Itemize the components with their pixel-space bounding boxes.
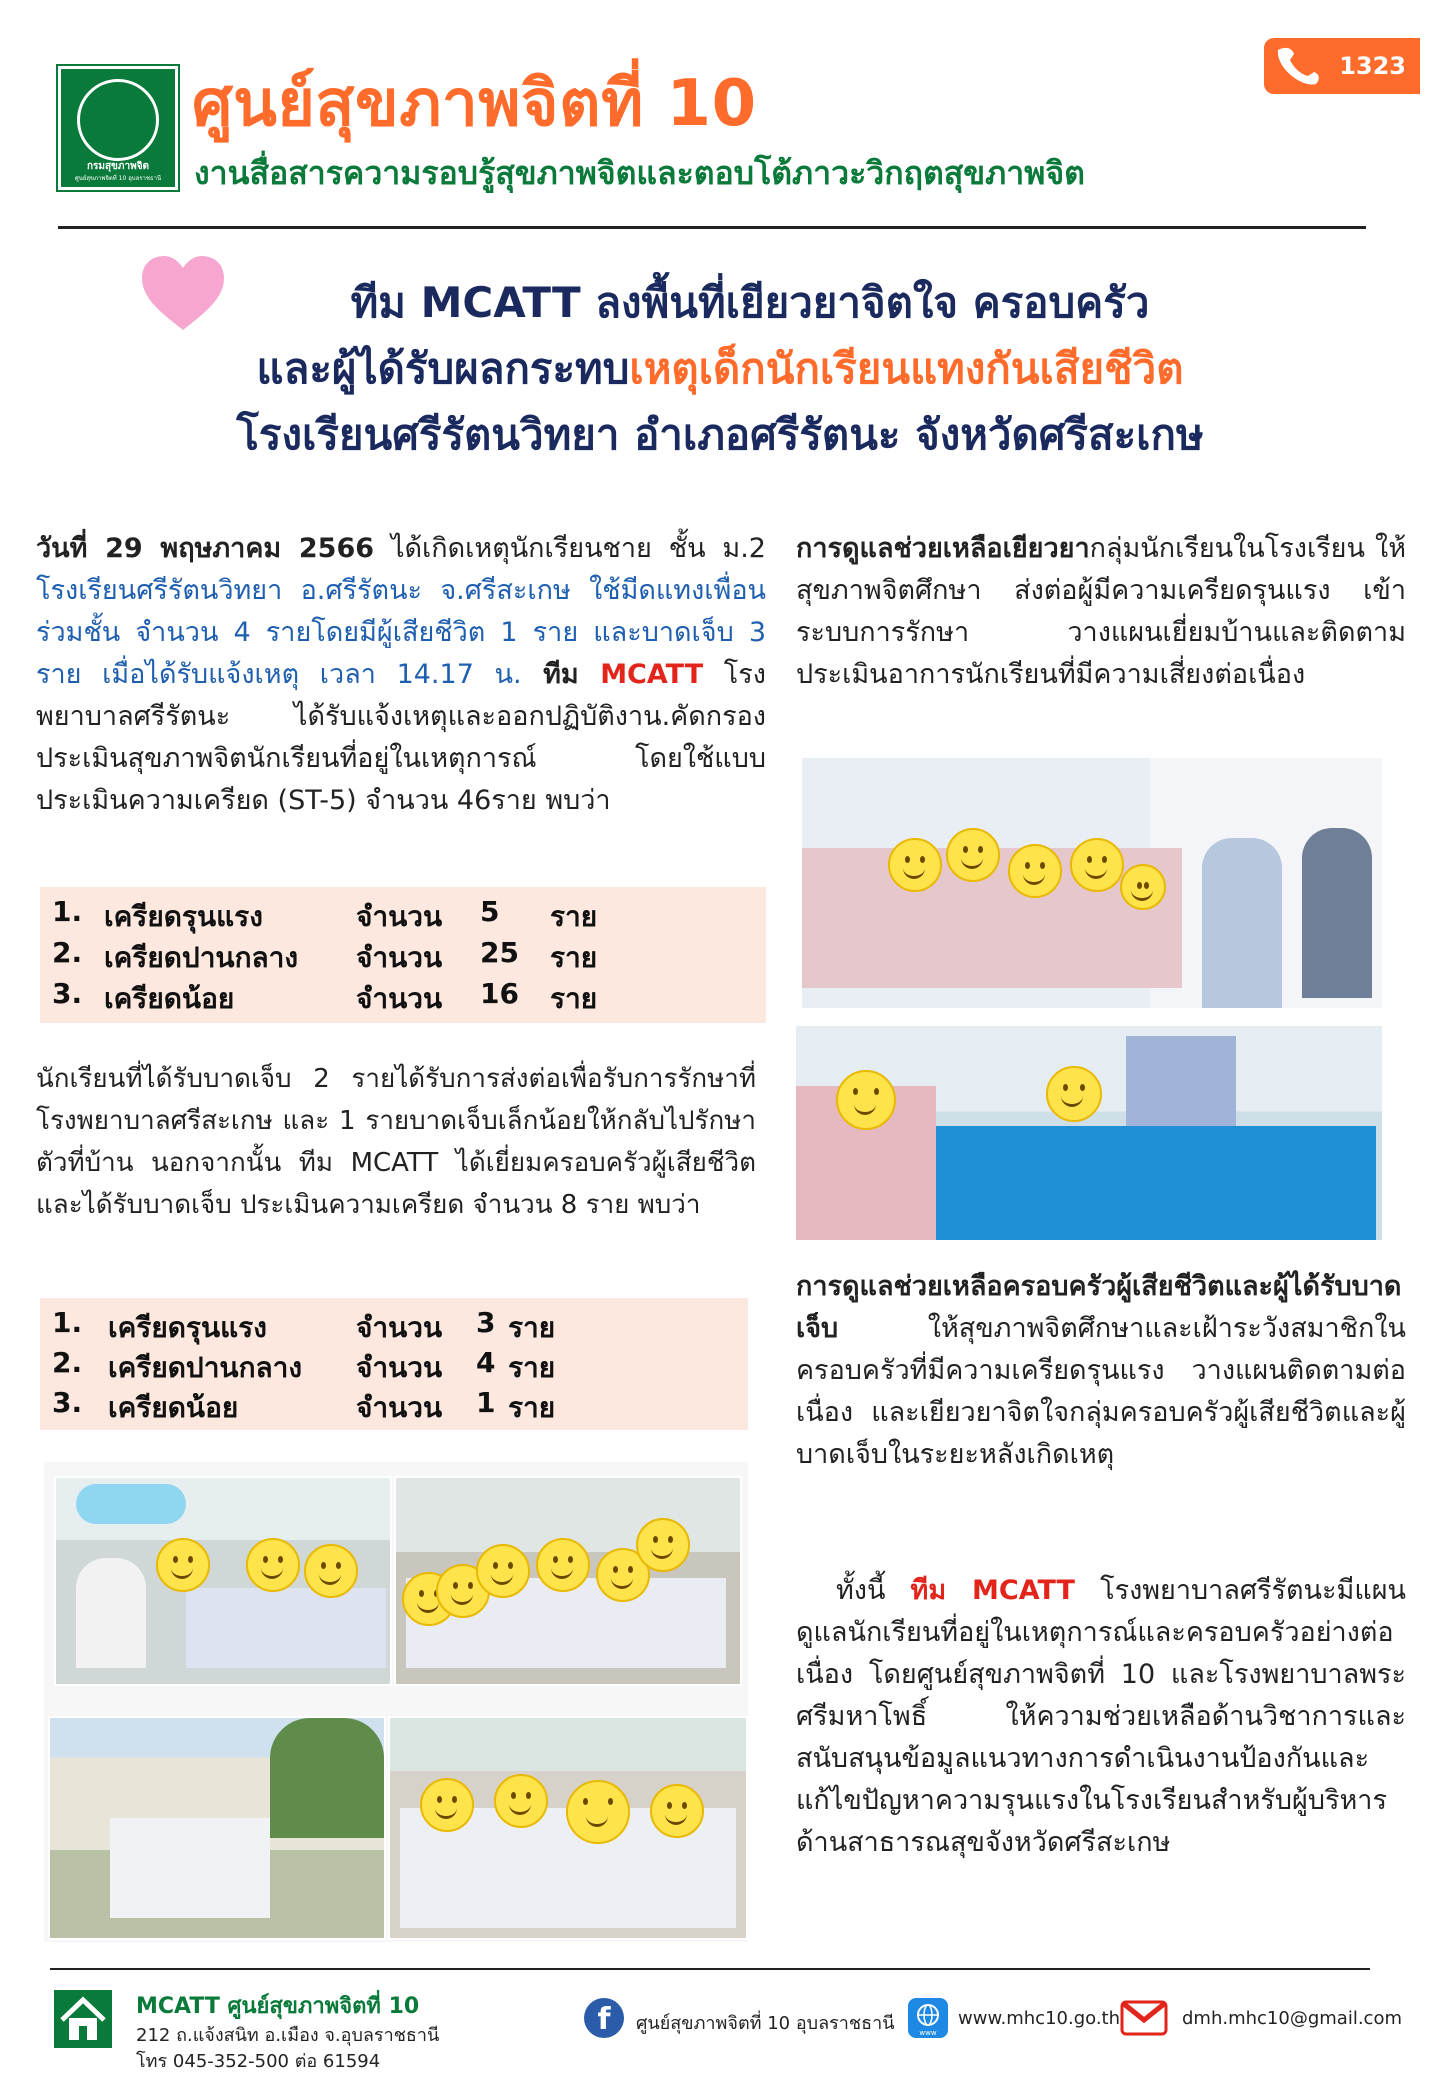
stress-count: 1 — [476, 1386, 496, 1419]
r3-text-a: ทั้งนี้ — [836, 1575, 911, 1606]
footer-email[interactable]: dmh.mhc10@gmail.com — [1182, 2008, 1402, 2029]
dmh-logo — [58, 66, 178, 190]
face-emoji-icon — [566, 1780, 630, 1844]
face-emoji-icon — [246, 1538, 300, 1592]
p1-text-a: ได้เกิดเหตุนักเรียนชาย ชั้น ม.2 — [374, 533, 766, 564]
headline-line1: ทีม MCATT ลงพื้นที่เยียวยาจิตใจ ครอบครัว — [350, 278, 1150, 327]
stress-label: เครียดรุนแรง — [108, 1311, 267, 1344]
stress-count-label: จำนวน — [356, 982, 443, 1015]
hotline-badge — [1264, 38, 1420, 94]
r2-text: ให้สุขภาพจิตศึกษาและเฝ้าระวังสมาชิกในครอบครัวที่มีความเครียดรุนแรง วางแผนติดตามต่อเนื่อง และเยียวยาจิตใจกลุ่มครอบครัวผู้เสียชีวิตและผู้บาดเจ็บในระยะหลังเกิดเหตุ — [796, 1313, 1406, 1470]
stress-count: 5 — [480, 895, 500, 928]
photo-staff — [1202, 838, 1282, 1008]
stress-label: เครียดน้อย — [104, 982, 235, 1015]
stress-unit: ราย — [550, 900, 598, 933]
headline-line2 — [60, 336, 1380, 402]
stress-no: 2. — [52, 1346, 83, 1379]
photo-classroom-1 — [54, 1476, 392, 1686]
stress-unit: ราย — [508, 1311, 556, 1344]
stress-unit: ราย — [508, 1351, 556, 1384]
photo-staff — [1302, 828, 1372, 998]
photo-students — [186, 1588, 386, 1668]
photo-person — [76, 1558, 146, 1668]
right-paragraph-1 — [796, 528, 1406, 696]
footer-phone: โทร 045-352-500 ต่อ 61594 — [136, 2051, 381, 2072]
photo-blue-chairs — [936, 1126, 1376, 1240]
page-title: ศูนย์สุขภาพจิตที่ 10 — [192, 67, 757, 141]
left-paragraph-2 — [36, 1058, 756, 1226]
stress-no: 2. — [52, 936, 83, 969]
stress-count-label: จำนวน — [356, 1351, 443, 1384]
r3-team: ทีม MCATT — [910, 1575, 1075, 1606]
photo-hospital-2 — [794, 1024, 1384, 1242]
footer-address: 212 ถ.แจ้งสนิท อ.เมือง จ.อุบลราชธานี — [136, 2025, 440, 2046]
face-emoji-icon — [420, 1778, 474, 1832]
face-emoji-icon — [1046, 1066, 1102, 1122]
footer-org: MCATT ศูนย์สุขภาพจิตที่ 10 — [136, 1994, 420, 2019]
stress-count: 25 — [480, 936, 519, 969]
face-emoji-icon — [1070, 838, 1124, 892]
stress-count-label: จำนวน — [356, 900, 443, 933]
www-badge: www — [919, 2029, 937, 2037]
headline-line2-a: และผู้ได้รับผลกระทบ — [256, 344, 630, 393]
p2-text: นักเรียนที่ได้รับบาดเจ็บ 2 รายได้รับการส่งต่อเพื่อรับการรักษาที่โรงพยาบาลศรีสะเกษ และ 1 รายบาดเจ็บเล็กน้อยให้กลับไปรักษาตัวที่บ้าน นอกจากนั้น ทีม MCATT ได้เยี่ยมครอบครัวผู้เสียชีวิตและได้รับบาดเจ็บ ประเมินความเครียด จำนวน 8 ราย พบว่า — [36, 1064, 756, 1220]
r1-bold: การดูแลช่วยเหลือเยียวยา — [796, 533, 1090, 564]
stress-no: 3. — [52, 977, 83, 1010]
face-emoji-icon — [650, 1784, 704, 1838]
face-emoji-icon — [836, 1070, 896, 1130]
face-emoji-icon — [888, 838, 942, 892]
p1-text-b: โรงพยาบาลศรีรัตนะ ได้รับแจ้งเหตุและออกปฏิบัติงาน.คัดกรองประเมินสุขภาพจิตนักเรียนที่อยู่ในเหตุการณ์ โดยใช้แบบประเมินความเครียด (ST-5) จำนวน 46ราย พบว่า — [36, 659, 766, 816]
stress-count-label: จำนวน — [356, 1391, 443, 1424]
logo-line2: ศูนย์สุขภาพจิตที่ 10 อุบลราชธานี — [74, 175, 162, 182]
face-emoji-icon — [636, 1518, 690, 1572]
r1-text: กลุ่มนักเรียนในโรงเรียน ให้สุขภาพจิตศึกษา ส่งต่อผู้มีความเครียดรุนแรง เข้าระบบการรักษา วางแผนเยี่ยมบ้านและติดตามประเมินอาการนักเรียนที่มีความเสี่ยงต่อเนื่อง — [796, 533, 1406, 690]
stress-count: 3 — [476, 1306, 496, 1339]
face-emoji-icon — [156, 1538, 210, 1592]
photo-poster — [1126, 1036, 1236, 1126]
photo-classroom-2 — [394, 1476, 742, 1686]
p1-team-b: MCATT — [600, 659, 704, 690]
r2-bold: การดูแลช่วยเหลือครอบครัวผู้เสียชีวิตและผู้ได้รับบาดเจ็บ — [796, 1271, 1402, 1344]
p1-school: โรงเรียนศรีรัตนวิทยา อ.ศรีรัตนะ จ.ศรีสะเกษ ใช้มีดแทงเพื่อนร่วมชั้น จำนวน 4 รายโดยมีผู้เสียชีวิต 1 ราย และบาดเจ็บ 3 ราย เมื่อได้รับแจ้งเหตุ เวลา 14.17 น. — [36, 575, 766, 690]
photo-hospital-1 — [800, 756, 1384, 1010]
incident-date: วันที่ 29 พฤษภาคม 2566 — [36, 533, 375, 564]
p1-team-a: ทีม — [521, 659, 601, 690]
stress-count: 4 — [476, 1346, 496, 1379]
stress-no: 3. — [52, 1386, 83, 1419]
phone-icon — [1272, 44, 1320, 88]
stress-unit: ราย — [550, 941, 598, 974]
headline-line2-b: เหตุเด็กนักเรียนแทงกันเสียชีวิต — [629, 344, 1184, 393]
photo-school-building — [48, 1716, 386, 1940]
dmh-emblem-icon — [77, 79, 159, 161]
website-icon[interactable] — [908, 1998, 948, 2038]
footer-website[interactable]: www.mhc10.go.th — [958, 2008, 1121, 2029]
logo-line1: กรมสุขภาพจิต — [86, 161, 150, 172]
stress-unit: ราย — [550, 982, 598, 1015]
photo-collage — [44, 1462, 748, 1942]
footer-facebook[interactable]: ศูนย์สุขภาพจิตที่ 10 อุบลราชธานี — [636, 2013, 895, 2034]
photo-decor — [76, 1484, 186, 1524]
gmail-icon[interactable] — [1120, 2000, 1168, 2036]
stress-count-label: จำนวน — [356, 1311, 443, 1344]
face-emoji-icon — [946, 828, 1000, 882]
stress-unit: ราย — [508, 1391, 556, 1424]
stress-label: เครียดปานกลาง — [104, 941, 299, 974]
left-paragraph-1 — [36, 528, 766, 822]
right-paragraph-3 — [796, 1570, 1406, 1864]
headline-line3: โรงเรียนศรีรัตนวิทยา อำเภอศรีรัตนะ จังหวัดศรีสะเกษ — [236, 410, 1204, 459]
photo-people — [110, 1818, 270, 1918]
photo-tree — [270, 1718, 384, 1838]
right-paragraph-2 — [796, 1266, 1406, 1476]
face-emoji-icon — [476, 1544, 530, 1598]
face-emoji-icon — [1120, 864, 1166, 910]
page-subtitle: งานสื่อสารความรอบรู้สุขภาพจิตและตอบโต้ภาวะวิกฤตสุขภาพจิต — [194, 154, 1085, 192]
stress-label: เครียดน้อย — [108, 1391, 239, 1424]
stress-label: เครียดรุนแรง — [104, 900, 263, 933]
facebook-icon[interactable]: f — [584, 1998, 624, 2038]
stress-no: 1. — [52, 895, 83, 928]
hotline-number: 1323 — [1339, 52, 1406, 80]
photo-classroom-3 — [388, 1716, 748, 1940]
face-emoji-icon — [1008, 844, 1062, 898]
stress-table-students — [40, 887, 766, 1023]
footer-divider — [50, 1968, 1370, 1970]
stress-count-label: จำนวน — [356, 941, 443, 974]
stress-no: 1. — [52, 1306, 83, 1339]
face-emoji-icon — [494, 1774, 548, 1828]
r3-text-b: โรงพยาบาลศรีรัตนะมีแผนดูแลนักเรียนที่อยู่ในเหตุการณ์และครอบครัวอย่างต่อเนื่อง โดยศูนย์สุขภาพจิตที่ 10 และโรงพยาบาลพระศรีมหาโพธิ์ ให้ความช่วยเหลือด้านวิชาการและสนับสนุนข้อมูลแนวทางการดำเนินงานป้องกันและแก้ไขปัญหาความรุนแรงในโรงเรียนสำหรับผู้บริหารด้านสาธารณสุขจังหวัดศรีสะเกษ — [796, 1575, 1406, 1858]
face-emoji-icon — [304, 1544, 358, 1598]
stress-label: เครียดปานกลาง — [108, 1351, 303, 1384]
face-emoji-icon — [536, 1538, 590, 1592]
stress-count: 16 — [480, 977, 519, 1010]
home-icon — [54, 1990, 112, 2048]
header-divider — [58, 226, 1366, 229]
stress-table-families — [40, 1298, 748, 1430]
